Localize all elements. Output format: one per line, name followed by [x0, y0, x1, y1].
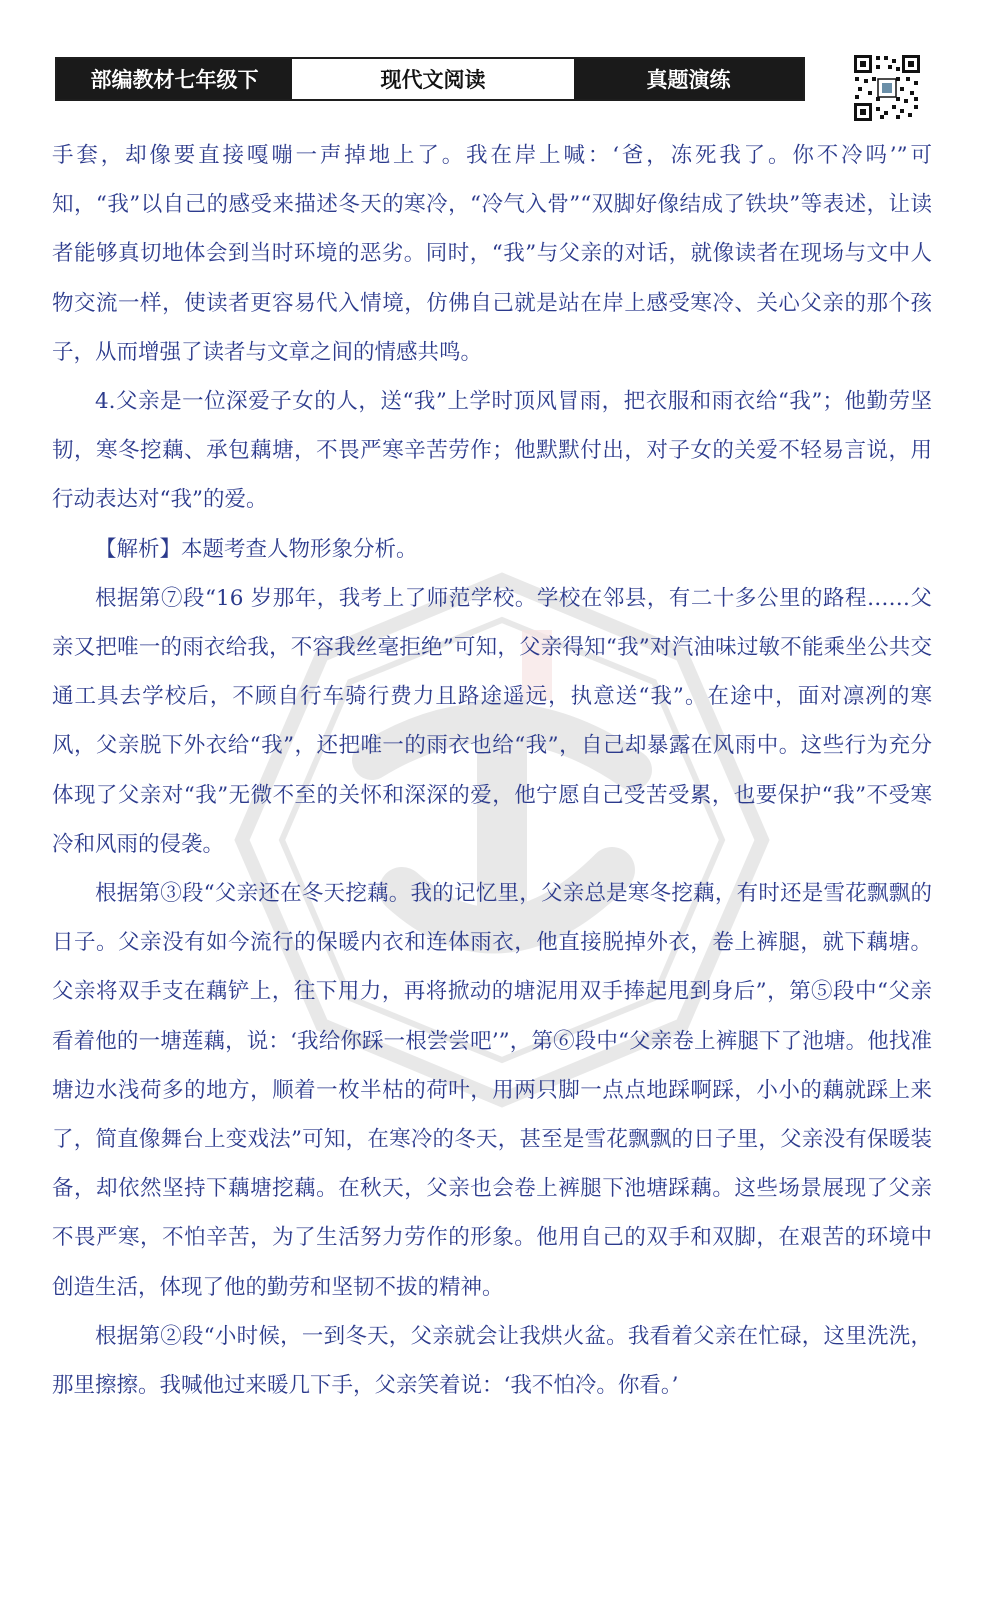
analysis-paragraph-7: 根据第⑦段“16 岁那年，我考上了师范学校。学校在邻县，有二十多公里的路程……父亲又把唯一的雨衣给我，不容我丝毫拒绝”可知，父亲得知“我”对汽油味过敏不能乘坐公共交通工具去学校后，不顾自行车骑行费力且路途遥远，执意送“我”。在途中，面对凛冽的寒风，父亲脱下外衣给“我”，还把唯一的雨衣也给“我”，自己却暴露在风雨中。这些行为充分体现了父亲对“我”无微不至的关怀和深深的爱，他宁愿自己受苦受累，也要保护“我”不受寒冷和风雨的侵袭。	[52, 585, 932, 857]
answer-content	[52, 131, 932, 1410]
analysis-paragraph-3: 根据第③段“父亲还在冬天挖藕。我的记忆里，父亲总是寒冬挖藕，有时还是雪花飘飘的日子。父亲没有如今流行的保暖内衣和连体雨衣，他直接脱掉外衣，卷上裤腿，就下藕塘。父亲将双手支在藕铲上，往下用力，再将掀动的塘泥用双手捧起甩到身后”，第⑤段中“父亲看着他的一塘莲藕，说：‘我给你踩一根尝尝吧’”，第⑥段中“父亲卷上裤腿下了池塘。他找准塘边水浅荷多的地方，顺着一枚半枯的荷叶，用两只脚一点点地踩啊踩，小小的藕就踩上来了，简直像舞台上变戏法”可知，在寒冷的冬天，甚至是雪花飘飘的日子里，父亲没有保暖装备，却依然坚持下藕塘挖藕。在秋天，父亲也会卷上裤腿下池塘踩藕。这些场景展现了父亲不畏严寒，不怕辛苦，为了生活努力劳作的形象。他用自己的双手和双脚，在艰苦的环境中创造生活，体现了他的勤劳和坚韧不拔的精神。	[52, 881, 932, 1300]
analysis-heading: 【解析】本题考查人物形象分析。	[95, 536, 418, 562]
header-grade-label: 部编教材七年级下	[57, 59, 292, 99]
paragraph-continuation: 手套，却像要直接嘎嘣一声掉地上了。我在岸上喊：‘爸，冻死我了。你不冷吗’”可知，“我”以自己的感受来描述冬天的寒冷，“冷气入骨”“双脚好像结成了铁块”等表述，让读者能够真切地体会到当时环境的恶劣。同时，“我”与父亲的对话，就像读者在现场与文中人物交流一样，使读者更容易代入情境，仿佛自己就是站在岸上感受寒冷、关心父亲的那个孩子，从而增强了读者与文章之间的情感共鸣。	[52, 143, 932, 365]
qr-code-icon	[852, 53, 922, 123]
header-section-label: 现代文阅读	[292, 59, 574, 99]
analysis-paragraph-2: 根据第②段“小时候，一到冬天，父亲就会让我烘火盆。我看着父亲在忙碌，这里洗洗，那里擦擦。我喊他过来暖几下手，父亲笑着说：‘我不怕冷。你看。’	[52, 1323, 932, 1399]
header-bar	[55, 57, 805, 101]
answer-4-paragraph: 4.父亲是一位深爱子女的人，送“我”上学时顶风冒雨，把衣服和雨衣给“我”；他勤劳坚韧，寒冬挖藕、承包藕塘，不畏严寒辛苦劳作；他默默付出，对子女的关爱不轻易言说，用行动表达对“我”的爱。	[52, 389, 932, 513]
header-practice-label: 真题演练	[574, 59, 803, 99]
